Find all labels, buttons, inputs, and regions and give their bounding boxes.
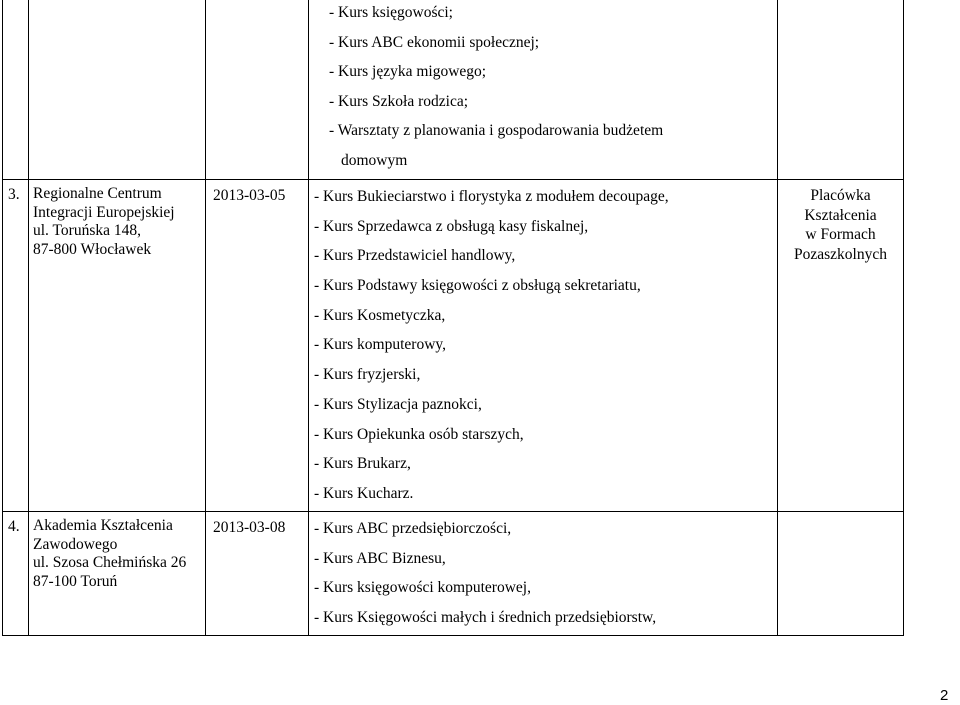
course-item: - Kurs księgowości; xyxy=(329,4,453,21)
course-date: 2013-03-08 xyxy=(213,519,286,536)
course-list xyxy=(314,519,656,638)
institution-line: Zawodowego xyxy=(33,535,118,553)
table-border-right xyxy=(903,0,904,636)
course-item: - Kurs Kosmetyczka, xyxy=(314,306,446,324)
course-list xyxy=(314,187,669,514)
institution-name xyxy=(33,185,203,259)
course-item: - Kurs księgowości komputerowej, xyxy=(314,579,531,597)
course-item: - Kurs Opiekunka osób starszych, xyxy=(314,425,524,443)
course-item: - Warsztaty z planowania i gospodarowania budżetem xyxy=(329,122,664,139)
institution-line: Integracji Europejskiej xyxy=(33,203,175,221)
institution-line: 87-100 Toruń xyxy=(33,572,118,590)
course-item: - Kurs Szkoła rodzica; xyxy=(329,92,469,110)
course-item: - Kurs komputerowy, xyxy=(314,336,447,354)
course-item: - Kurs Stylizacja paznokci, xyxy=(314,395,482,413)
row-number: 4. xyxy=(8,518,20,535)
course-date: 2013-03-05 xyxy=(213,187,286,204)
institution-line: ul. Szosa Chełmińska 26 xyxy=(33,554,187,571)
institution-type-line: Placówka xyxy=(810,187,871,204)
course-item: - Kurs Sprzedawca z obsługą kasy fiskalnej, xyxy=(314,217,589,235)
institution-type-line: w Formach xyxy=(805,226,876,243)
course-item: - Kurs Przedstawiciel handlowy, xyxy=(314,247,516,265)
course-item: - Kurs Podstawy księgowości z obsługą sekretariatu, xyxy=(314,277,641,295)
course-list-continued xyxy=(329,3,663,180)
institution-type-line: Pozaszkolnych xyxy=(794,245,887,263)
institution-line: ul. Toruńska 148, xyxy=(33,222,141,239)
course-item: - Kurs języka migowego; xyxy=(329,63,487,80)
institution-line: Akademia Kształcenia xyxy=(33,517,173,534)
course-item: - Kurs ABC Biznesu, xyxy=(314,549,446,567)
table-border-left xyxy=(2,0,3,636)
course-item: - Kurs ABC przedsiębiorczości, xyxy=(314,520,512,537)
course-item: - Kurs ABC ekonomii społecznej; xyxy=(329,33,540,51)
institution-line: 87-800 Włocławek xyxy=(33,240,152,258)
institution-line: Regionalne Centrum xyxy=(33,185,162,202)
course-item: - Kurs Brukarz, xyxy=(314,455,411,473)
course-item: domowym xyxy=(341,151,408,169)
table-divider-col2 xyxy=(205,0,206,636)
table-divider-col3 xyxy=(308,0,309,636)
course-item: - Kurs Kucharz. xyxy=(314,484,414,502)
institution-type-line: Kształcenia xyxy=(804,206,877,224)
row-number: 3. xyxy=(8,186,20,203)
institution-name xyxy=(33,517,205,591)
table-divider-col4 xyxy=(777,0,778,636)
course-item: - Kurs fryzjerski, xyxy=(314,366,421,384)
course-item: - Kurs Bukieciarstwo i florystyka z modułem decoupage, xyxy=(314,188,669,205)
institution-type xyxy=(778,186,903,264)
table-divider-col1 xyxy=(28,0,29,636)
course-item: - Kurs Księgowości małych i średnich przedsiębiorstw, xyxy=(314,609,657,627)
page-number: 2 xyxy=(940,687,949,704)
